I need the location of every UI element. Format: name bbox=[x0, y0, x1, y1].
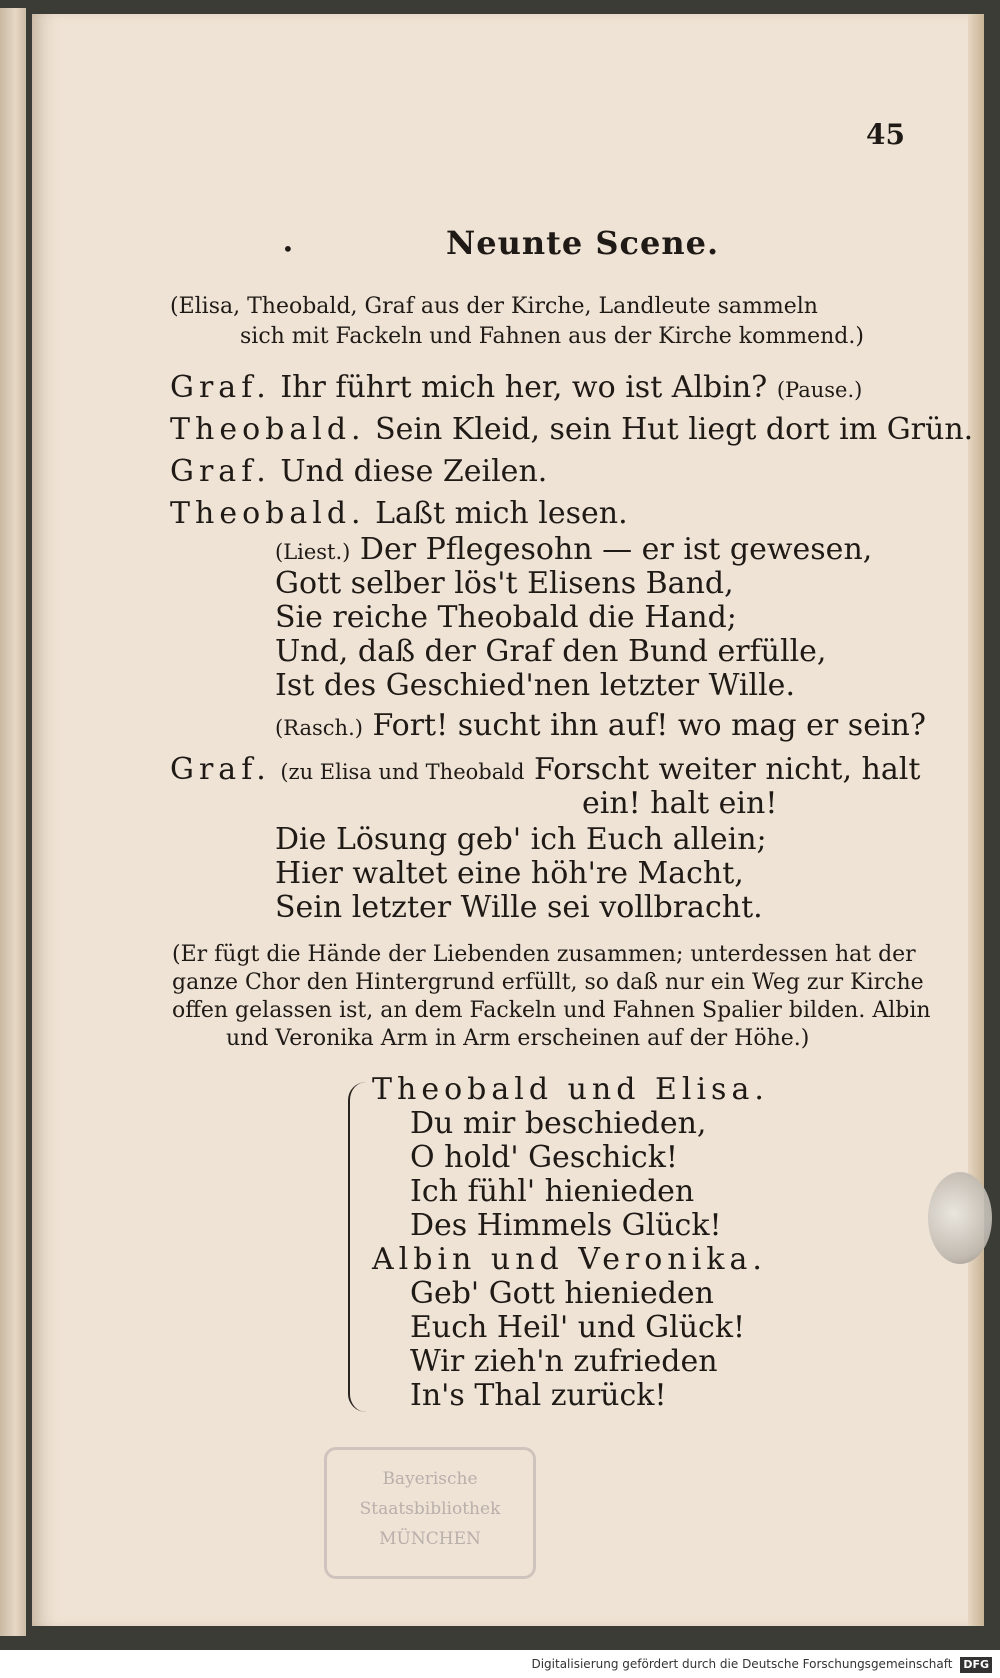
speaker: Theobald. bbox=[170, 496, 366, 531]
stage-direction-line: (Elisa, Theobald, Graf aus der Kirche, Landleute sammeln bbox=[170, 294, 818, 319]
duet-line: Des Himmels Glück! bbox=[410, 1208, 722, 1243]
brace bbox=[348, 1082, 366, 1412]
stage-note: (zu Elisa und Theobald bbox=[280, 760, 525, 784]
stage-direction-line: (Er fügt die Hände der Liebenden zusammen; unterdessen hat der bbox=[172, 942, 916, 967]
speaker: Graf. bbox=[170, 370, 271, 405]
stage-direction-line: offen gelassen ist, an dem Fackeln und Fahnen Spalier bilden. Albin bbox=[172, 998, 931, 1023]
speaker: Graf. bbox=[170, 752, 271, 787]
bullet-mark: • bbox=[282, 237, 294, 261]
library-stamp: Bayerische Staatsbibliothek MÜNCHEN bbox=[324, 1447, 536, 1579]
duet-speaker: Albin und Veronika. bbox=[372, 1242, 767, 1277]
letter-line: Und, daß der Graf den Bund erfülle, bbox=[275, 634, 827, 669]
page-number: 45 bbox=[866, 118, 905, 151]
letter-line: Sie reiche Theobald die Hand; bbox=[275, 600, 737, 635]
dialogue-line bbox=[170, 370, 862, 405]
duet-line: Wir zieh'n zufrieden bbox=[410, 1344, 718, 1379]
stage-note: (Liest.) bbox=[275, 540, 351, 564]
duet-line: Du mir beschieden, bbox=[410, 1106, 707, 1141]
footer-text: Digitalisierung gefördert durch die Deutsche Forschungsgemeinschaft bbox=[531, 1657, 953, 1671]
duet-line: O hold' Geschick! bbox=[410, 1140, 678, 1175]
letter-line: Ist des Geschied'nen letzter Wille. bbox=[275, 668, 795, 703]
dialogue-text: Forscht weiter nicht, halt bbox=[533, 752, 921, 787]
dialogue-line bbox=[170, 412, 973, 447]
dialogue-line bbox=[170, 752, 920, 787]
dialogue-text: Fort! sucht ihn auf! wo mag er sein? bbox=[372, 708, 926, 743]
scene-heading: Neunte Scene. bbox=[446, 224, 720, 262]
speaker: Graf. bbox=[170, 454, 271, 489]
dialogue-text: Sein Kleid, sein Hut liegt dort im Grün. bbox=[375, 412, 974, 447]
stage-note: (Rasch.) bbox=[275, 716, 363, 740]
stage-direction-line: sich mit Fackeln und Fahnen aus der Kirche kommend.) bbox=[240, 324, 864, 349]
dialogue-text: Laßt mich lesen. bbox=[375, 496, 628, 531]
duet-line: Ich fühl' hienieden bbox=[410, 1174, 695, 1209]
glass-weight bbox=[928, 1172, 992, 1264]
dialogue-line bbox=[170, 454, 547, 489]
duet-line: Euch Heil' und Glück! bbox=[410, 1310, 746, 1345]
page-edge bbox=[968, 14, 984, 1626]
speaker: Theobald. bbox=[170, 412, 366, 447]
dialogue-text: Und diese Zeilen. bbox=[280, 454, 548, 489]
stage-direction-line: und Veronika Arm in Arm erscheinen auf der Höhe.) bbox=[226, 1026, 810, 1051]
letter-line: Gott selber lös't Elisens Band, bbox=[275, 566, 734, 601]
letter-line bbox=[275, 532, 872, 567]
duet-line: Geb' Gott hienieden bbox=[410, 1276, 714, 1311]
verse-line: Die Lösung geb' ich Euch allein; bbox=[275, 822, 767, 857]
footer bbox=[0, 1650, 1000, 1678]
dialogue-line bbox=[275, 708, 926, 743]
dialogue-continuation: ein! halt ein! bbox=[582, 786, 778, 821]
dialogue-text: Ihr führt mich her, wo ist Albin? bbox=[280, 370, 768, 405]
dialogue-line bbox=[170, 496, 628, 531]
letter-text: Der Pflegesohn — er ist gewesen, bbox=[359, 532, 873, 567]
duet-speaker: Theobald und Elisa. bbox=[372, 1072, 769, 1107]
dfg-logo: DFG bbox=[960, 1657, 992, 1673]
verse-line: Hier waltet eine höh're Macht, bbox=[275, 856, 744, 891]
verse-line: Sein letzter Wille sei vollbracht. bbox=[275, 890, 763, 925]
stage-direction-line: ganze Chor den Hintergrund erfüllt, so daß nur ein Weg zur Kirche bbox=[172, 970, 924, 995]
stage-note: (Pause.) bbox=[776, 378, 863, 402]
facing-page-edge bbox=[0, 8, 26, 1636]
duet-line: In's Thal zurück! bbox=[410, 1378, 667, 1413]
